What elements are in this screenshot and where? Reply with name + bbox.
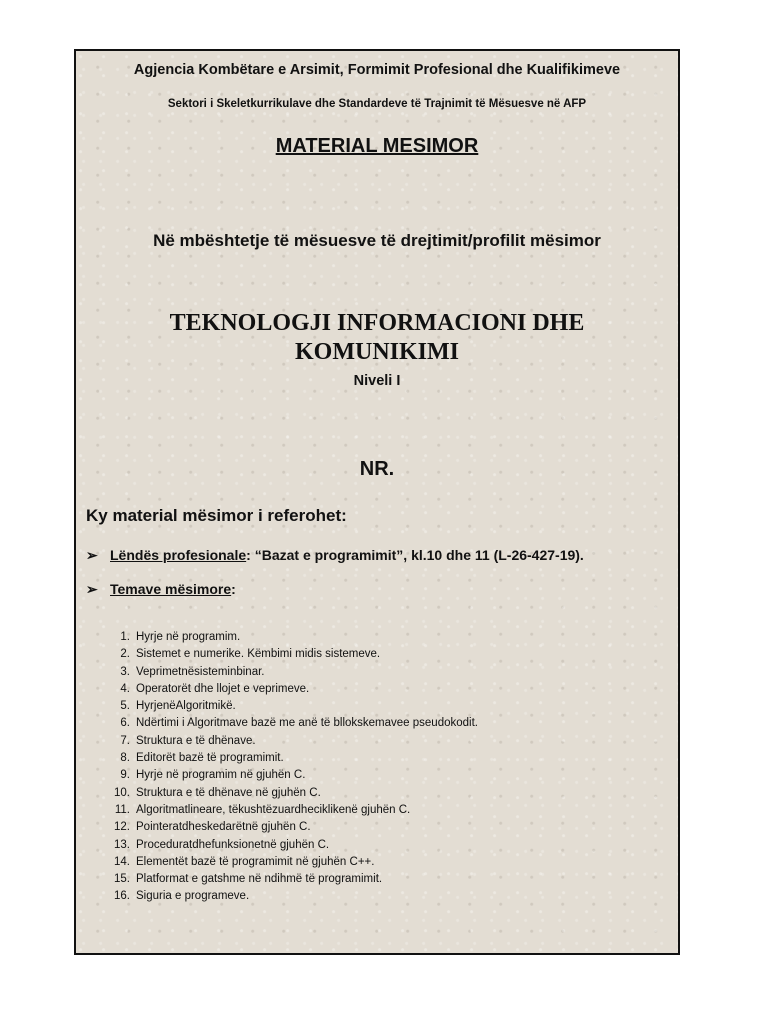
list-item: 6. Ndërtimi i Algoritmave bazë me anë të bllokskemavee pseudokodit. bbox=[120, 717, 478, 730]
support-line: Në mbështetje të mësuesve të drejtimit/profilit mësimor bbox=[153, 231, 601, 250]
level-label: Niveli I bbox=[353, 373, 401, 389]
subject-title bbox=[76, 309, 678, 367]
list-item: 3. Veprimetnësisteminbinar. bbox=[120, 665, 265, 678]
list-item: 10. Struktura e të dhënave në gjuhën C. bbox=[114, 786, 321, 799]
document-page bbox=[74, 49, 680, 955]
list-item: 14. Elementët bazë të programimit në gjuhën C++. bbox=[114, 855, 375, 868]
list-item: 13. Proceduratdhefunksionetnë gjuhën C. bbox=[114, 838, 330, 851]
sector-name: Sektori i Skeletkurrikulave dhe Standardeve të Trajnimit të Mësuesve në AFP bbox=[167, 98, 587, 110]
topics-label: Temave mësimore bbox=[110, 581, 232, 597]
arrow-bullet-icon: ➢ bbox=[86, 581, 98, 597]
topics-bullet bbox=[86, 581, 236, 598]
subject-title-line2: KOMUNIKIMI bbox=[295, 339, 459, 365]
number-label: NR. bbox=[359, 458, 395, 480]
list-item: 5. HyrjenëAlgoritmikë. bbox=[120, 700, 236, 713]
document-title: MATERIAL MESIMOR bbox=[275, 135, 479, 157]
list-item: 8. Editorët bazë të programimit. bbox=[120, 752, 284, 765]
list-item: 4. Operatorët dhe llojet e veprimeve. bbox=[120, 682, 310, 695]
subject-label: Lëndës profesionale bbox=[110, 547, 247, 563]
subject-title-line1: TEKNOLOGJI INFORMACIONI DHE bbox=[169, 310, 585, 336]
list-item: 12. Pointeratdheskedarëtnë gjuhën C. bbox=[114, 821, 311, 834]
refers-heading: Ky material mësimor i referohet: bbox=[86, 506, 347, 525]
list-item: 2. Sistemet e numerike. Këmbimi midis sistemeve. bbox=[120, 648, 381, 661]
list-item: 7. Struktura e të dhënave. bbox=[120, 734, 256, 747]
list-item: 9. Hyrje në programim në gjuhën C. bbox=[120, 769, 306, 782]
list-item: 15. Platformat e gatshme në ndihmë të programimit. bbox=[114, 873, 383, 886]
agency-name: Agjencia Kombëtare e Arsimit, Formimit Profesional dhe Kualifikimeve bbox=[133, 62, 621, 78]
subject-value: : “Bazat e programimit”, kl.10 dhe 11 (L-26-427-19). bbox=[246, 547, 584, 563]
list-item: 1. Hyrje në programim. bbox=[120, 631, 241, 643]
arrow-bullet-icon: ➢ bbox=[86, 547, 98, 563]
list-item: 16. Siguria e programeve. bbox=[114, 890, 250, 903]
list-item: 11. Algoritmatlineare, tëkushtëzuardheciklikenë gjuhën C. bbox=[114, 803, 411, 816]
topics-list bbox=[100, 629, 478, 906]
subject-bullet bbox=[86, 547, 584, 564]
topics-colon: : bbox=[231, 581, 236, 597]
